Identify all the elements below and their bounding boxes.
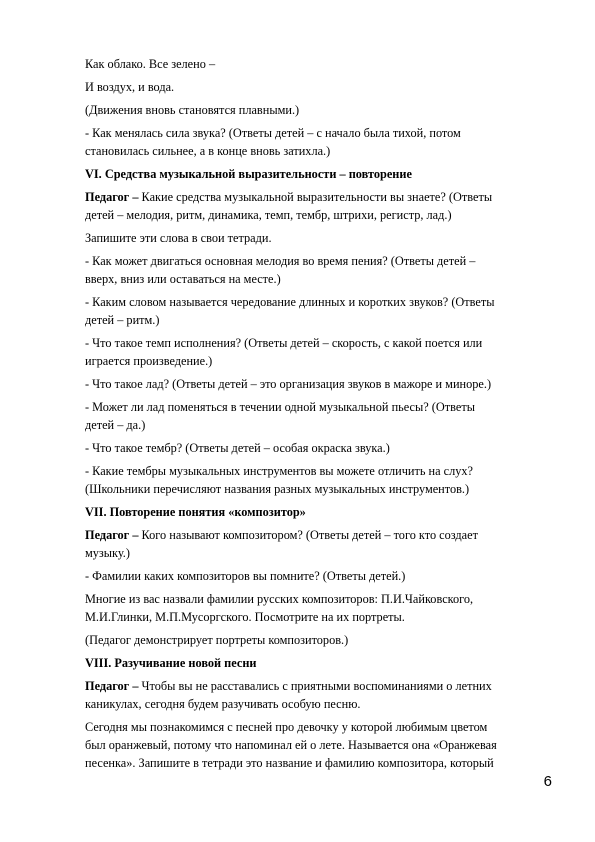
paragraph bbox=[85, 188, 545, 224]
text-line: (Педагог демонстрирует портреты композиторов.) bbox=[85, 633, 349, 647]
paragraph bbox=[85, 462, 545, 498]
text-line: - Фамилии каких композиторов вы помните? (Ответы детей.) bbox=[85, 569, 406, 583]
paragraph bbox=[85, 55, 545, 73]
text-line: - Как может двигаться основная мелодия во время пения? (Ответы детей – bbox=[85, 254, 476, 268]
text-line: И воздух, и вода. bbox=[85, 80, 175, 94]
text-fragment: Какие средства музыкальной выразительности вы знаете? (Ответы bbox=[138, 190, 493, 204]
section-heading bbox=[85, 165, 545, 183]
paragraph bbox=[85, 398, 545, 434]
paragraph bbox=[85, 334, 545, 370]
text-line: Запишите эти слова в свои тетради. bbox=[85, 231, 272, 245]
paragraph bbox=[85, 229, 545, 247]
text-line: каникулах, сегодня будем разучивать особую песню. bbox=[85, 697, 361, 711]
text-line: - Каким словом называется чередование длинных и коротких звуков? (Ответы bbox=[85, 295, 495, 309]
text-line: детей – мелодия, ритм, динамика, темп, тембр, штрихи, регистр, лад.) bbox=[85, 208, 452, 222]
paragraph bbox=[85, 252, 545, 288]
paragraph bbox=[85, 677, 545, 713]
text-line: (Движения вновь становятся плавными.) bbox=[85, 103, 300, 117]
text-line bbox=[85, 677, 545, 695]
text-line: Многие из вас назвали фамилии русских композиторов: П.И.Чайковского, bbox=[85, 592, 474, 606]
heading-text: VII. Повторение понятия «композитор» bbox=[85, 505, 306, 519]
text-line: становилась сильнее, а в конце вновь затихла.) bbox=[85, 144, 331, 158]
text-line: - Что такое тембр? (Ответы детей – особая окраска звука.) bbox=[85, 441, 390, 455]
text-line: вверх, вниз или оставаться на месте.) bbox=[85, 272, 281, 286]
text-line bbox=[85, 188, 545, 206]
text-line: - Что такое темп исполнения? (Ответы детей – скорость, с какой поется или bbox=[85, 336, 483, 350]
text-line: играется произведение.) bbox=[85, 354, 213, 368]
text-line: (Школьники перечисляют названия разных музыкальных инструментов.) bbox=[85, 482, 470, 496]
paragraph bbox=[85, 293, 545, 329]
paragraph bbox=[85, 78, 545, 96]
text-line bbox=[85, 526, 545, 544]
heading-text: VIII. Разучивание новой песни bbox=[85, 656, 257, 670]
speaker-label: Педагог – bbox=[85, 679, 139, 693]
section-heading bbox=[85, 654, 545, 672]
text-line: М.И.Глинки, М.П.Мусоргского. Посмотрите на их портреты. bbox=[85, 610, 405, 624]
paragraph bbox=[85, 375, 545, 393]
text-line: Сегодня мы познакомимся с песней про девочку у которой любимым цветом bbox=[85, 720, 488, 734]
paragraph bbox=[85, 590, 545, 626]
text-line: Как облако. Все зелено – bbox=[85, 57, 216, 71]
text-line: детей – да.) bbox=[85, 418, 146, 432]
text-fragment: Чтобы вы не расставались с приятными воспоминаниями о летних bbox=[138, 679, 492, 693]
paragraph bbox=[85, 526, 545, 562]
section-heading bbox=[85, 503, 545, 521]
text-line: музыку.) bbox=[85, 546, 130, 560]
speaker-label: Педагог – bbox=[85, 528, 139, 542]
paragraph bbox=[85, 124, 545, 160]
text-line: - Что такое лад? (Ответы детей – это организация звуков в мажоре и миноре.) bbox=[85, 377, 492, 391]
heading-text: VI. Средства музыкальной выразительности – повторение bbox=[85, 167, 412, 181]
text-line: - Какие тембры музыкальных инструментов вы можете отличить на слух? bbox=[85, 464, 474, 478]
text-line: - Как менялась сила звука? (Ответы детей – с начало была тихой, потом bbox=[85, 126, 461, 140]
paragraph bbox=[85, 718, 545, 772]
paragraph bbox=[85, 101, 545, 119]
paragraph bbox=[85, 631, 545, 649]
document-body bbox=[85, 55, 545, 777]
text-line: песенка». Запишите в тетради это название и фамилию композитора, который bbox=[85, 756, 494, 770]
speaker-label: Педагог – bbox=[85, 190, 139, 204]
paragraph bbox=[85, 439, 545, 457]
text-line: - Может ли лад поменяться в течении одной музыкальной пьесы? (Ответы bbox=[85, 400, 475, 414]
paragraph bbox=[85, 567, 545, 585]
text-line: был оранжевый, потому что напоминал ей о лете. Называется она «Оранжевая bbox=[85, 738, 497, 752]
text-fragment: Кого называют композитором? (Ответы детей – того кто создает bbox=[138, 528, 478, 542]
text-line: детей – ритм.) bbox=[85, 313, 160, 327]
page-number: 6 bbox=[543, 773, 552, 790]
